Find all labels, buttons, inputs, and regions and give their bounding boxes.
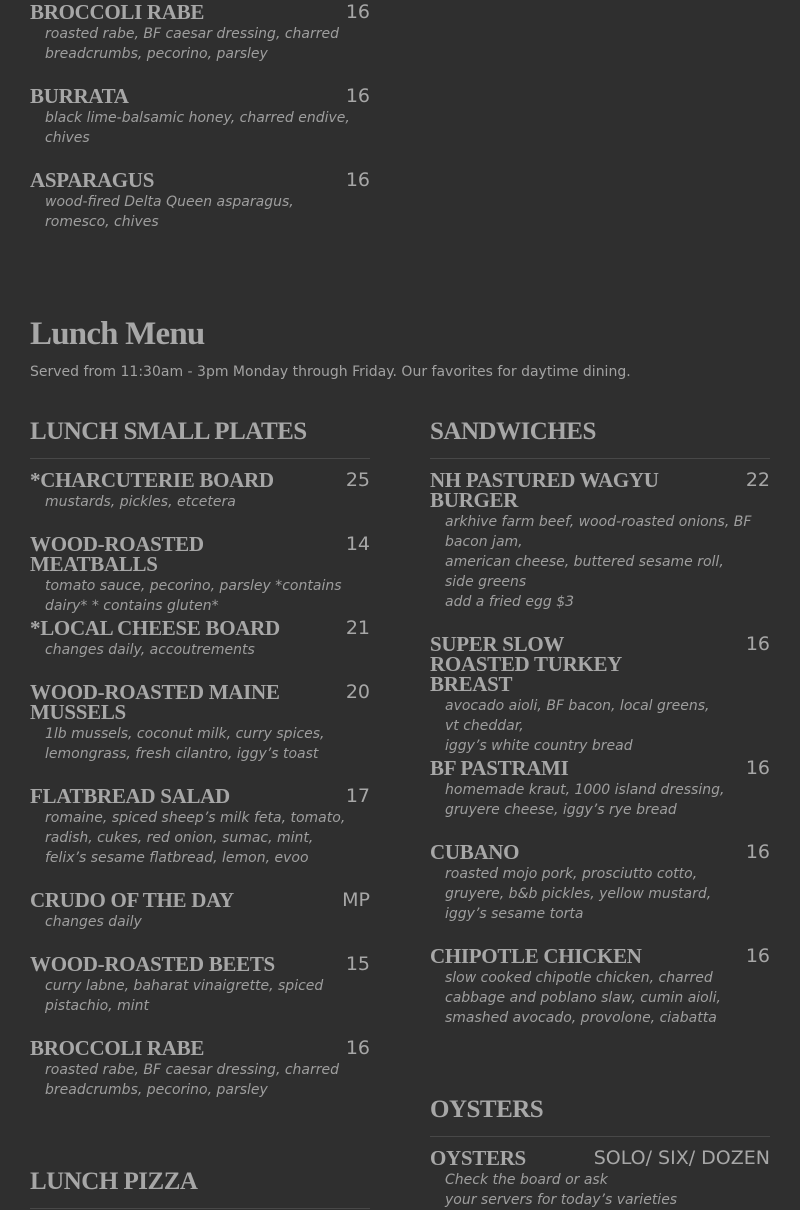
menu-item-turkey-breast [430,634,770,756]
lunch-menu-title: Lunch Menu [30,316,205,352]
menu-item-beets [30,954,370,1016]
item-price: 15 [345,953,370,975]
item-description: roasted rabe, BF caesar dressing, charred breadcrumbs, pecorino, parsley [45,1062,339,1098]
item-name: *LOCAL CHEESE BOARD [30,616,280,640]
item-description: homemade kraut, 1000 island dressing, gruyere cheese, iggy’s rye bread [445,782,725,818]
menu-item-chipotle-chicken [430,946,770,1028]
item-name: SUPER SLOW ROASTED TURKEY BREAST [430,632,622,696]
menu-item-flatbread-salad [30,786,370,868]
item-description: changes daily [45,914,142,930]
item-name: BF PASTRAMI [430,756,569,780]
item-name: OYSTERS [430,1146,526,1170]
lunch-menu-subtitle: Served from 11:30am - 3pm Monday through Friday. Our favorites for daytime dining. [30,364,631,380]
menu-item-cheese-board [30,618,370,660]
section-heading-small-plates: LUNCH SMALL PLATES [30,418,370,459]
item-description: black lime-balsamic honey, charred endive, chives [45,110,350,146]
menu-item-asparagus [30,170,370,232]
item-price: MP [342,889,370,911]
section-heading-sandwiches: SANDWICHES [430,418,770,459]
item-price: 16 [745,757,770,779]
item-price: 17 [345,785,370,807]
menu-item-charcuterie [30,470,370,512]
item-price: 21 [345,617,370,639]
item-description: wood-fired Delta Queen asparagus, romesco, chives [45,194,294,230]
item-price: 22 [745,469,770,491]
menu-item-mussels [30,682,370,764]
item-name: WOOD-ROASTED BEETS [30,952,275,976]
menu-item-burrata [30,86,370,148]
menu-item-oysters [430,1148,770,1210]
item-price: 25 [345,469,370,491]
item-price: 16 [745,633,770,655]
item-name: FLATBREAD SALAD [30,784,230,808]
item-price: 14 [345,533,370,555]
menu-item-crudo [30,890,370,932]
menu-item-meatballs [30,534,370,616]
item-name: CUBANO [430,840,520,864]
item-description: roasted rabe, BF caesar dressing, charred breadcrumbs, pecorino, parsley [45,26,339,62]
item-name: WOOD-ROASTED MAINE MUSSELS [30,680,280,724]
item-description: slow cooked chipotle chicken, charred cabbage and poblano slaw, cumin aioli, smashed avocado, provolone, ciabatta [445,970,721,1026]
item-name: *CHARCUTERIE BOARD [30,468,274,492]
item-name: NH PASTURED WAGYU BURGER [430,468,659,512]
item-description: changes daily, accoutrements [45,642,255,658]
menu-item-cubano [430,842,770,924]
item-price: 20 [345,681,370,703]
item-name: CRUDO OF THE DAY [30,888,234,912]
item-name: ASPARAGUS [30,168,155,192]
section-heading-oysters: OYSTERS [430,1096,770,1137]
item-name: WOOD-ROASTED MEATBALLS [30,532,204,576]
item-name: CHIPOTLE CHICKEN [430,944,642,968]
section-heading-lunch-pizza: LUNCH PIZZA [30,1168,370,1209]
menu-item-broccoli-rabe [30,1038,370,1100]
item-price: 16 [345,1,370,23]
item-name: BURRATA [30,84,129,108]
item-description: Check the board or ask your servers for today’s varieties [445,1172,678,1208]
item-price: SOLO/ SIX/ DOZEN [593,1147,770,1169]
menu-item-pastrami [430,758,770,820]
item-description: roasted mojo pork, prosciutto cotto, gruyere, b&b pickles, yellow mustard, iggy’s sesame torta [445,866,712,922]
item-name: BROCCOLI RABE [30,1036,205,1060]
menu-item-wagyu-burger [430,470,770,612]
item-name: BROCCOLI RABE [30,0,205,24]
item-price: 16 [745,841,770,863]
item-description: curry labne, baharat vinaigrette, spiced pistachio, mint [45,978,324,1014]
item-price: 16 [345,85,370,107]
item-description: 1lb mussels, coconut milk, curry spices, lemongrass, fresh cilantro, iggy’s toast [45,726,325,762]
item-description: avocado aioli, BF bacon, local greens, vt cheddar, iggy’s white country bread [445,698,710,754]
item-description: tomato sauce, pecorino, parsley *contains dairy* * contains gluten* [45,578,342,614]
item-description: mustards, pickles, etcetera [45,494,236,510]
menu-item-broccoli-rabe-top [30,2,370,64]
item-price: 16 [745,945,770,967]
item-description: romaine, spiced sheep’s milk feta, tomato, radish, cukes, red onion, sumac, mint, felix’s sesame flatbread, lemon, evoo [45,810,346,866]
item-price: 16 [345,169,370,191]
item-description: arkhive farm beef, wood-roasted onions, BF bacon jam, american cheese, buttered sesame roll, side greens add a fried egg $3 [445,514,752,610]
item-price: 16 [345,1037,370,1059]
